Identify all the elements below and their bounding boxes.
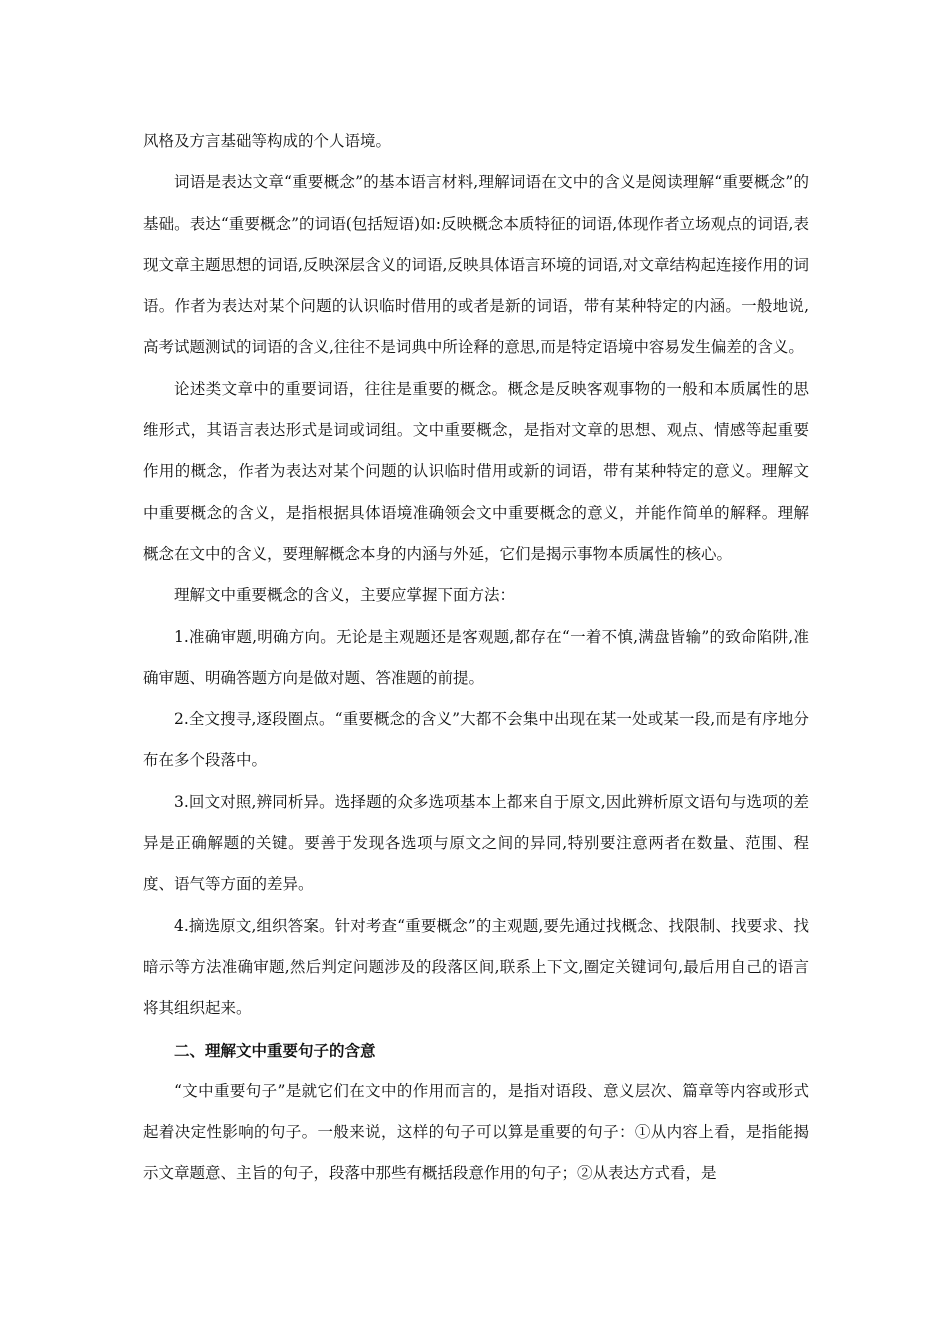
method-item-1: 1.准确审题,明确方向。无论是主观题还是客观题,都存在“一着不慎,满盘皆输”的致命陷阱,准确审题、明确答题方向是做对题、答准题的前提。 (143, 627, 809, 687)
paragraph-important-sentences: “文中重要句子”是就它们在文中的作用而言的，是指对语段、意义层次、篇章等内容或形式起着决定性影响的句子。一般来说，这样的句子可以算是重要的句子：①从内容上看，是指能揭示文章题意、主旨的句子，段落中那些有概括段意作用的句子；②从表达方式看，是 (143, 1081, 809, 1183)
method-item-3: 3.回文对照,辨同析异。选择题的众多选项基本上都来自于原文,因此辨析原文语句与选项的差异是正确解题的关键。要善于发现各选项与原文之间的异同,特别要注意两者在数量、范围、程度、语气等方面的差异。 (143, 792, 809, 894)
section-heading: 二、理解文中重要句子的含意 (174, 1040, 376, 1060)
paragraph-word-meaning: 词语是表达文章“重要概念”的基本语言材料,理解词语在文中的含义是阅读理解“重要概念”的基础。表达“重要概念”的词语(包括短语)如:反映概念本质特征的词语,体现作者立场观点的词语,表现文章主题思想的词语,反映深层含义的词语,反映具体语言环境的词语,对文章结构起连接作用的词语。作者为表达对某个问题的认识临时借用的或者是新的词语，带有某种特定的内涵。一般地说,高考试题测试的词语的含义,往往不是词典中所诠释的意思,而是特定语境中容易发生偏差的含义。 (143, 173, 809, 357)
method-item-4: 4.摘选原文,组织答案。针对考查“重要概念”的主观题,要先通过找概念、找限制、找要求、找暗示等方法准确审题,然后判定问题涉及的段落区间,联系上下文,圈定关键词句,最后用自己的语言将其组织起来。 (143, 916, 809, 1018)
paragraph-methods-intro: 理解文中重要概念的含义，主要应掌握下面方法： (174, 586, 516, 605)
method-item-2: 2.全文搜寻,逐段圈点。“重要概念的含义”大都不会集中出现在某一处或某一段,而是有序地分布在多个段落中。 (143, 710, 809, 770)
paragraph-continuation: 风格及方言基础等构成的个人语境。 (143, 132, 392, 150)
document-body (143, 121, 809, 1195)
paragraph-important-words: 论述类文章中的重要词语，往往是重要的概念。概念是反映客观事物的一般和本质属性的思维形式，其语言表达形式是词或词组。文中重要概念，是指对文章的思想、观点、情感等起重要作用的概念，作者为表达对某个问题的认识临时借用或新的词语，带有某种特定的意义。理解文中重要概念的含义，是指根据具体语境准确领会文中重要概念的意义，并能作简单的解释。理解概念在文中的含义，要理解概念本身的内涵与外延，它们是揭示事物本质属性的核心。 (143, 379, 809, 563)
